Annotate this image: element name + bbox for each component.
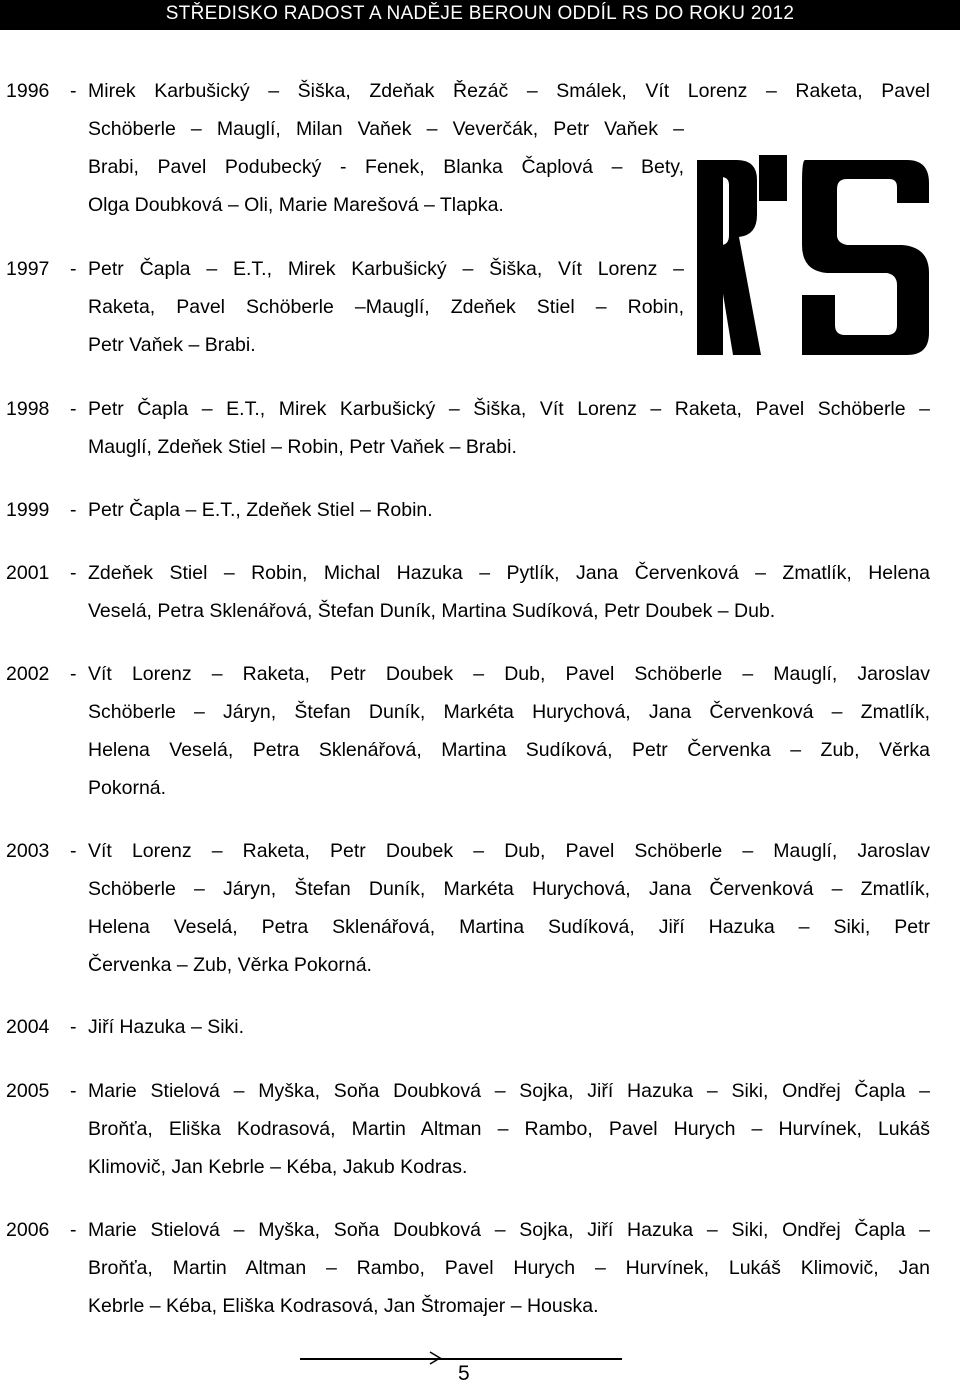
entry-text [88, 1072, 930, 1186]
entry-line: Marie Stielová – Myška, Soňa Doubková – Sojka, Jiří Hazuka – Siki, Ondřej Čapla – [88, 1080, 930, 1102]
entry-dash: - [70, 1080, 77, 1102]
entry-dash: - [70, 663, 77, 685]
entry-year: 2005 [6, 1080, 50, 1102]
entry-dash: - [70, 1016, 77, 1038]
entry-line: Olga Doubková – Oli, Marie Marešová – Tlapka. [88, 194, 504, 216]
entry-year: 2004 [6, 1016, 50, 1038]
entry-line: Petr Čapla – E.T., Mirek Karbušický – Šiška, Vít Lorenz – [88, 258, 684, 280]
entry-text [88, 491, 930, 529]
entry-line: Helena Veselá, Petra Sklenářová, Martina Sudíková, Petr Červenka – Zub, Věrka [88, 739, 930, 761]
entry-dash: - [70, 398, 77, 420]
page-header: STŘEDISKO RADOST A NADĚJE BEROUN ODDÍL RS DO ROKU 2012 [0, 0, 960, 30]
entry-text [88, 1211, 930, 1325]
entry-year: 2001 [6, 562, 50, 584]
entry-text [88, 390, 930, 466]
entry-text [88, 655, 930, 807]
entry-line: Jiří Hazuka – Siki. [88, 1016, 245, 1038]
footer-rule [300, 1358, 622, 1360]
entry-line: Petr Čapla – E.T., Zdeňek Stiel – Robin. [88, 499, 433, 521]
entry-dash: - [70, 840, 77, 862]
entry-year: 2006 [6, 1219, 50, 1241]
entry-line: Schöberle – Járyn, Štefan Duník, Markéta Hurychová, Jana Červenková – Zmatlík, [88, 878, 930, 900]
entry-text [88, 832, 930, 984]
entry-dash: - [70, 258, 77, 280]
entry-line: Zdeňek Stiel – Robin, Michal Hazuka – Pytlík, Jana Červenková – Zmatlík, Helena [88, 562, 930, 584]
entry-year: 1999 [6, 499, 50, 521]
entry-line: Veselá, Petra Sklenářová, Štefan Duník, Martina Sudíková, Petr Doubek – Dub. [88, 600, 776, 622]
entry-line: Kebrle – Kéba, Eliška Kodrasová, Jan Štromajer – Houska. [88, 1295, 599, 1317]
entry-line: Helena Veselá, Petra Sklenářová, Martina Sudíková, Jiří Hazuka – Siki, Petr [88, 916, 930, 938]
entry-line: Pokorná. [88, 777, 167, 799]
entry-line: Broňťa, Martin Altman – Rambo, Pavel Hurych – Hurvínek, Lukáš Klimovič, Jan [88, 1257, 930, 1279]
entry-text [88, 72, 930, 224]
entry-line: Marie Stielová – Myška, Soňa Doubková – Sojka, Jiří Hazuka – Siki, Ondřej Čapla – [88, 1219, 930, 1241]
entry-line: Schöberle – Járyn, Štefan Duník, Markéta Hurychová, Jana Červenková – Zmatlík, [88, 701, 930, 723]
entry-year: 1996 [6, 80, 50, 102]
entry-year: 2003 [6, 840, 50, 862]
entry-dash: - [70, 1219, 77, 1241]
entry-line: Vít Lorenz – Raketa, Petr Doubek – Dub, Pavel Schöberle – Mauglí, Jaroslav [88, 663, 930, 685]
entry-line: Červenka – Zub, Věrka Pokorná. [88, 954, 372, 976]
entry-line: Petr Vaňek – Brabi. [88, 334, 256, 356]
entry-line: Mauglí, Zdeňek Stiel – Robin, Petr Vaňek – Brabi. [88, 436, 517, 458]
entry-line: Mirek Karbušický – Šiška, Zdeňak Řezáč – Smálek, Vít Lorenz – Raketa, Pavel [88, 80, 930, 102]
entry-line: Brabi, Pavel Podubecký - Fenek, Blanka Čaplová – Bety, [88, 156, 684, 178]
entry-line: Klimovič, Jan Kebrle – Kéba, Jakub Kodras. [88, 1156, 468, 1178]
entry-dash: - [70, 80, 77, 102]
entry-dash: - [70, 562, 77, 584]
entry-year: 1998 [6, 398, 50, 420]
entry-line: Raketa, Pavel Schöberle –Mauglí, Zdeňek Stiel – Robin, [88, 296, 684, 318]
entry-line: Schöberle – Mauglí, Milan Vaňek – Veverčák, Petr Vaňek – [88, 118, 684, 140]
arrow-right-icon [428, 1351, 442, 1365]
entry-line: Petr Čapla – E.T., Mirek Karbušický – Šiška, Vít Lorenz – Raketa, Pavel Schöberle – [88, 398, 930, 420]
entry-text [88, 1008, 930, 1046]
entry-year: 2002 [6, 663, 50, 685]
entry-dash: - [70, 499, 77, 521]
entry-line: Vít Lorenz – Raketa, Petr Doubek – Dub, Pavel Schöberle – Mauglí, Jaroslav [88, 840, 930, 862]
entry-year: 1997 [6, 258, 50, 280]
entry-line: Broňťa, Eliška Kodrasová, Martin Altman – Rambo, Pavel Hurych – Hurvínek, Lukáš [88, 1118, 930, 1140]
entry-text [88, 250, 684, 364]
entry-text [88, 554, 930, 630]
page-number: 5 [458, 1362, 470, 1385]
